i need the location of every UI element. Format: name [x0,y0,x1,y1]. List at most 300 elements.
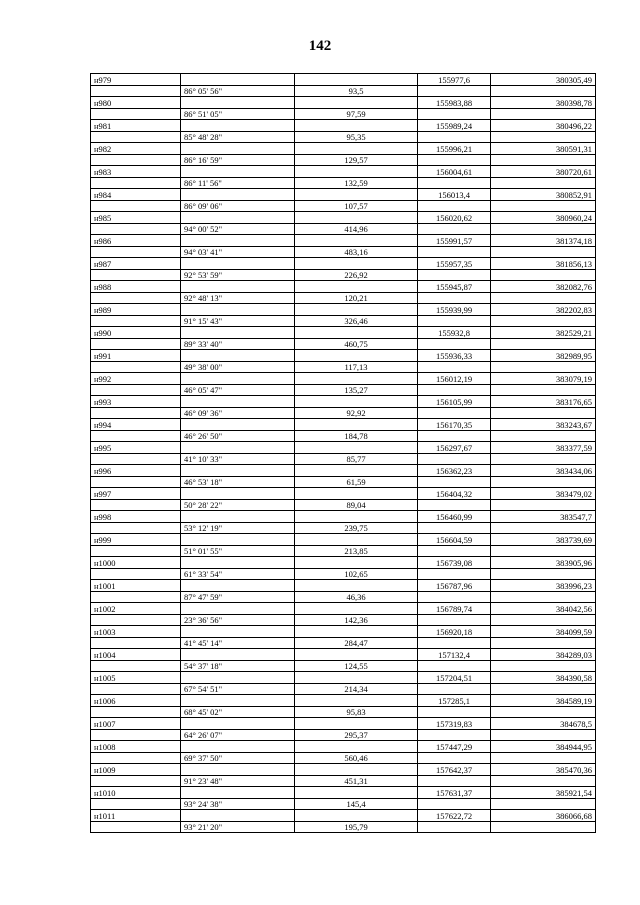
point-name-cell: н1003 [91,626,181,638]
x-coordinate-cell: 155989,24 [418,120,491,132]
segment-row [91,638,596,649]
empty-cell [91,155,181,166]
empty-cell [491,822,596,833]
segment-length-cell: 184,78 [295,431,418,442]
bearing-angle-cell: 64° 26' 07" [181,730,295,741]
empty-cell [91,661,181,672]
segment-row [91,546,596,557]
segment-length-cell: 89,04 [295,500,418,511]
x-coordinate-cell: 157132,4 [418,649,491,661]
empty-cell [491,201,596,212]
segment-length-cell: 142,36 [295,615,418,626]
point-name-cell: н1005 [91,672,181,684]
point-row [91,304,596,316]
empty-cell [91,523,181,534]
x-coordinate-cell: 156604,59 [418,534,491,546]
empty-cell [181,258,295,270]
empty-cell [418,730,491,741]
x-coordinate-cell: 157631,37 [418,787,491,799]
empty-cell [295,120,418,132]
point-name-cell: н1009 [91,764,181,776]
empty-cell [91,339,181,350]
empty-cell [91,316,181,327]
x-coordinate-cell: 156920,18 [418,626,491,638]
empty-cell [491,730,596,741]
point-row [91,327,596,339]
point-name-cell: н986 [91,235,181,247]
empty-cell [295,166,418,178]
empty-cell [295,511,418,523]
x-coordinate-cell: 156170,35 [418,419,491,431]
bearing-angle-cell: 86° 16' 59" [181,155,295,166]
point-name-cell: н1001 [91,580,181,592]
empty-cell [418,201,491,212]
point-name-cell: н992 [91,373,181,385]
x-coordinate-cell: 157642,37 [418,764,491,776]
bearing-angle-cell: 91° 23' 48" [181,776,295,787]
y-coordinate-cell: 385470,36 [491,764,596,776]
empty-cell [91,569,181,580]
empty-cell [491,431,596,442]
point-row [91,741,596,753]
empty-cell [418,178,491,189]
point-row [91,764,596,776]
empty-cell [181,281,295,293]
empty-cell [295,695,418,707]
point-name-cell: н996 [91,465,181,477]
segment-row [91,569,596,580]
y-coordinate-cell: 385921,54 [491,787,596,799]
empty-cell [181,649,295,661]
segment-row [91,707,596,718]
segment-row [91,753,596,764]
segment-row [91,109,596,120]
bearing-angle-cell: 86° 09' 06" [181,201,295,212]
point-name-cell: н1004 [91,649,181,661]
segment-length-cell: 483,16 [295,247,418,258]
point-row [91,373,596,385]
empty-cell [181,580,295,592]
point-name-cell: н991 [91,350,181,362]
point-row [91,787,596,799]
empty-cell [491,155,596,166]
empty-cell [418,569,491,580]
x-coordinate-cell: 155996,21 [418,143,491,155]
empty-cell [418,546,491,557]
segment-length-cell: 132,59 [295,178,418,189]
point-name-cell: н1002 [91,603,181,615]
empty-cell [491,753,596,764]
y-coordinate-cell: 382989,95 [491,350,596,362]
empty-cell [491,339,596,350]
empty-cell [418,753,491,764]
segment-length-cell: 451,31 [295,776,418,787]
x-coordinate-cell: 157285,1 [418,695,491,707]
point-name-cell: н985 [91,212,181,224]
x-coordinate-cell: 155991,57 [418,235,491,247]
point-name-cell: н984 [91,189,181,201]
y-coordinate-cell: 380496,22 [491,120,596,132]
empty-cell [91,753,181,764]
point-row [91,258,596,270]
empty-cell [91,477,181,488]
empty-cell [181,97,295,109]
empty-cell [418,385,491,396]
point-row [91,511,596,523]
point-name-cell: н1000 [91,557,181,569]
empty-cell [181,350,295,362]
y-coordinate-cell: 383996,23 [491,580,596,592]
bearing-angle-cell: 85° 48' 28" [181,132,295,143]
bearing-angle-cell: 51° 01' 55" [181,546,295,557]
y-coordinate-cell: 380305,49 [491,74,596,86]
point-row [91,350,596,362]
empty-cell [91,86,181,97]
empty-cell [295,534,418,546]
segment-row [91,730,596,741]
segment-row [91,201,596,212]
y-coordinate-cell: 386066,68 [491,810,596,822]
empty-cell [91,132,181,143]
empty-cell [491,500,596,511]
segment-length-cell: 102,65 [295,569,418,580]
empty-cell [295,603,418,615]
segment-length-cell: 92,92 [295,408,418,419]
x-coordinate-cell: 156362,23 [418,465,491,477]
empty-cell [418,408,491,419]
empty-cell [295,718,418,730]
empty-cell [491,224,596,235]
segment-length-cell: 107,57 [295,201,418,212]
empty-cell [295,235,418,247]
empty-cell [295,327,418,339]
bearing-angle-cell: 46° 26' 50" [181,431,295,442]
x-coordinate-cell: 156789,74 [418,603,491,615]
segment-row [91,454,596,465]
empty-cell [181,396,295,408]
empty-cell [491,362,596,373]
point-row [91,810,596,822]
empty-cell [91,270,181,281]
empty-cell [91,385,181,396]
segment-row [91,316,596,327]
empty-cell [491,408,596,419]
bearing-angle-cell: 41° 10' 33" [181,454,295,465]
x-coordinate-cell: 155957,35 [418,258,491,270]
empty-cell [418,86,491,97]
y-coordinate-cell: 383905,96 [491,557,596,569]
point-row [91,465,596,477]
point-name-cell: н994 [91,419,181,431]
y-coordinate-cell: 384042,56 [491,603,596,615]
segment-row [91,477,596,488]
y-coordinate-cell: 382202,83 [491,304,596,316]
bearing-angle-cell: 93° 21' 20" [181,822,295,833]
segment-length-cell: 326,46 [295,316,418,327]
bearing-angle-cell: 87° 47' 59" [181,592,295,603]
segment-row [91,431,596,442]
empty-cell [418,247,491,258]
x-coordinate-cell: 155977,6 [418,74,491,86]
bearing-angle-cell: 94° 03' 41" [181,247,295,258]
y-coordinate-cell: 384099,59 [491,626,596,638]
empty-cell [295,373,418,385]
segment-length-cell: 129,57 [295,155,418,166]
segment-length-cell: 239,75 [295,523,418,534]
empty-cell [295,741,418,753]
empty-cell [91,776,181,787]
bearing-angle-cell: 92° 53' 59" [181,270,295,281]
empty-cell [91,408,181,419]
segment-length-cell: 85,77 [295,454,418,465]
empty-cell [91,592,181,603]
empty-cell [91,822,181,833]
empty-cell [181,120,295,132]
segment-length-cell: 95,35 [295,132,418,143]
empty-cell [181,534,295,546]
bearing-angle-cell: 86° 11' 56" [181,178,295,189]
empty-cell [181,304,295,316]
bearing-angle-cell: 46° 09' 36" [181,408,295,419]
bearing-angle-cell: 50° 28' 22" [181,500,295,511]
empty-cell [181,327,295,339]
point-name-cell: н981 [91,120,181,132]
empty-cell [491,776,596,787]
empty-cell [295,419,418,431]
empty-cell [418,339,491,350]
empty-cell [295,97,418,109]
point-row [91,281,596,293]
empty-cell [91,707,181,718]
segment-length-cell: 213,85 [295,546,418,557]
empty-cell [91,224,181,235]
segment-length-cell: 61,59 [295,477,418,488]
x-coordinate-cell: 156013,4 [418,189,491,201]
empty-cell [295,396,418,408]
segment-row [91,684,596,695]
empty-cell [181,718,295,730]
point-row [91,580,596,592]
point-name-cell: н1010 [91,787,181,799]
empty-cell [181,511,295,523]
empty-cell [491,270,596,281]
y-coordinate-cell: 383243,67 [491,419,596,431]
empty-cell [491,86,596,97]
point-name-cell: н1008 [91,741,181,753]
empty-cell [295,488,418,500]
x-coordinate-cell: 156460,99 [418,511,491,523]
point-name-cell: н979 [91,74,181,86]
y-coordinate-cell: 382529,21 [491,327,596,339]
empty-cell [295,281,418,293]
empty-cell [181,672,295,684]
point-name-cell: н1007 [91,718,181,730]
empty-cell [418,293,491,304]
point-name-cell: н998 [91,511,181,523]
empty-cell [491,523,596,534]
segment-row [91,408,596,419]
empty-cell [295,304,418,316]
segment-length-cell: 460,75 [295,339,418,350]
empty-cell [181,488,295,500]
point-row [91,97,596,109]
point-row [91,166,596,178]
bearing-angle-cell: 61° 33' 54" [181,569,295,580]
empty-cell [91,109,181,120]
point-name-cell: н993 [91,396,181,408]
y-coordinate-cell: 382082,76 [491,281,596,293]
bearing-angle-cell: 92° 48' 13" [181,293,295,304]
y-coordinate-cell: 380852,91 [491,189,596,201]
empty-cell [418,431,491,442]
segment-row [91,592,596,603]
empty-cell [295,672,418,684]
bearing-angle-cell: 46° 53' 18" [181,477,295,488]
empty-cell [491,247,596,258]
empty-cell [418,109,491,120]
point-row [91,626,596,638]
empty-cell [491,569,596,580]
empty-cell [91,293,181,304]
empty-cell [181,166,295,178]
point-row [91,649,596,661]
y-coordinate-cell: 383739,69 [491,534,596,546]
bearing-angle-cell: 67° 54' 51" [181,684,295,695]
x-coordinate-cell: 155945,87 [418,281,491,293]
empty-cell [418,132,491,143]
empty-cell [295,787,418,799]
point-row [91,672,596,684]
empty-cell [418,523,491,534]
segment-row [91,155,596,166]
point-name-cell: н989 [91,304,181,316]
segment-row [91,523,596,534]
empty-cell [295,626,418,638]
empty-cell [295,557,418,569]
segment-row [91,362,596,373]
empty-cell [491,546,596,557]
segment-length-cell: 295,37 [295,730,418,741]
bearing-angle-cell: 69° 37' 50" [181,753,295,764]
point-name-cell: н1011 [91,810,181,822]
empty-cell [491,684,596,695]
segment-row [91,339,596,350]
empty-cell [418,799,491,810]
empty-cell [91,362,181,373]
empty-cell [491,477,596,488]
x-coordinate-cell: 156004,61 [418,166,491,178]
bearing-angle-cell: 23° 36' 56" [181,615,295,626]
empty-cell [91,247,181,258]
segment-length-cell: 93,5 [295,86,418,97]
empty-cell [418,316,491,327]
y-coordinate-cell: 384678,5 [491,718,596,730]
y-coordinate-cell: 383479,02 [491,488,596,500]
x-coordinate-cell: 157447,29 [418,741,491,753]
point-name-cell: н980 [91,97,181,109]
bearing-angle-cell: 68° 45' 02" [181,707,295,718]
point-name-cell: н983 [91,166,181,178]
point-row [91,442,596,454]
empty-cell [91,615,181,626]
empty-cell [491,615,596,626]
empty-cell [491,132,596,143]
empty-cell [491,293,596,304]
x-coordinate-cell: 156739,08 [418,557,491,569]
empty-cell [491,799,596,810]
empty-cell [295,258,418,270]
empty-cell [418,707,491,718]
y-coordinate-cell: 381374,18 [491,235,596,247]
empty-cell [181,235,295,247]
y-coordinate-cell: 383547,7 [491,511,596,523]
empty-cell [181,442,295,454]
segment-length-cell: 46,36 [295,592,418,603]
bearing-angle-cell: 93° 24' 38" [181,799,295,810]
segment-length-cell: 214,34 [295,684,418,695]
empty-cell [418,615,491,626]
bearing-angle-cell: 49° 38' 00" [181,362,295,373]
empty-cell [491,592,596,603]
point-row [91,718,596,730]
empty-cell [295,649,418,661]
segment-row [91,132,596,143]
segment-row [91,247,596,258]
y-coordinate-cell: 380960,24 [491,212,596,224]
empty-cell [418,592,491,603]
y-coordinate-cell: 380398,78 [491,97,596,109]
y-coordinate-cell: 384289,03 [491,649,596,661]
empty-cell [181,626,295,638]
empty-cell [418,822,491,833]
empty-cell [181,465,295,477]
x-coordinate-cell: 156020,62 [418,212,491,224]
segment-row [91,822,596,833]
segment-length-cell: 414,96 [295,224,418,235]
empty-cell [418,155,491,166]
empty-cell [295,764,418,776]
empty-cell [295,442,418,454]
segment-length-cell: 97,59 [295,109,418,120]
empty-cell [91,431,181,442]
empty-cell [295,810,418,822]
empty-cell [491,316,596,327]
y-coordinate-cell: 384390,58 [491,672,596,684]
empty-cell [418,684,491,695]
segment-length-cell: 117,13 [295,362,418,373]
point-row [91,74,596,86]
point-row [91,534,596,546]
x-coordinate-cell: 156012,19 [418,373,491,385]
x-coordinate-cell: 157204,51 [418,672,491,684]
bearing-angle-cell: 46° 05' 47" [181,385,295,396]
empty-cell [418,270,491,281]
point-name-cell: н995 [91,442,181,454]
empty-cell [91,178,181,189]
empty-cell [295,143,418,155]
segment-length-cell: 120,21 [295,293,418,304]
bearing-angle-cell: 89° 33' 40" [181,339,295,350]
point-row [91,120,596,132]
x-coordinate-cell: 156105,99 [418,396,491,408]
segment-length-cell: 560,46 [295,753,418,764]
segment-row [91,500,596,511]
bearing-angle-cell: 41° 45' 14" [181,638,295,649]
segment-length-cell: 195,79 [295,822,418,833]
empty-cell [181,603,295,615]
x-coordinate-cell: 157622,72 [418,810,491,822]
empty-cell [181,741,295,753]
